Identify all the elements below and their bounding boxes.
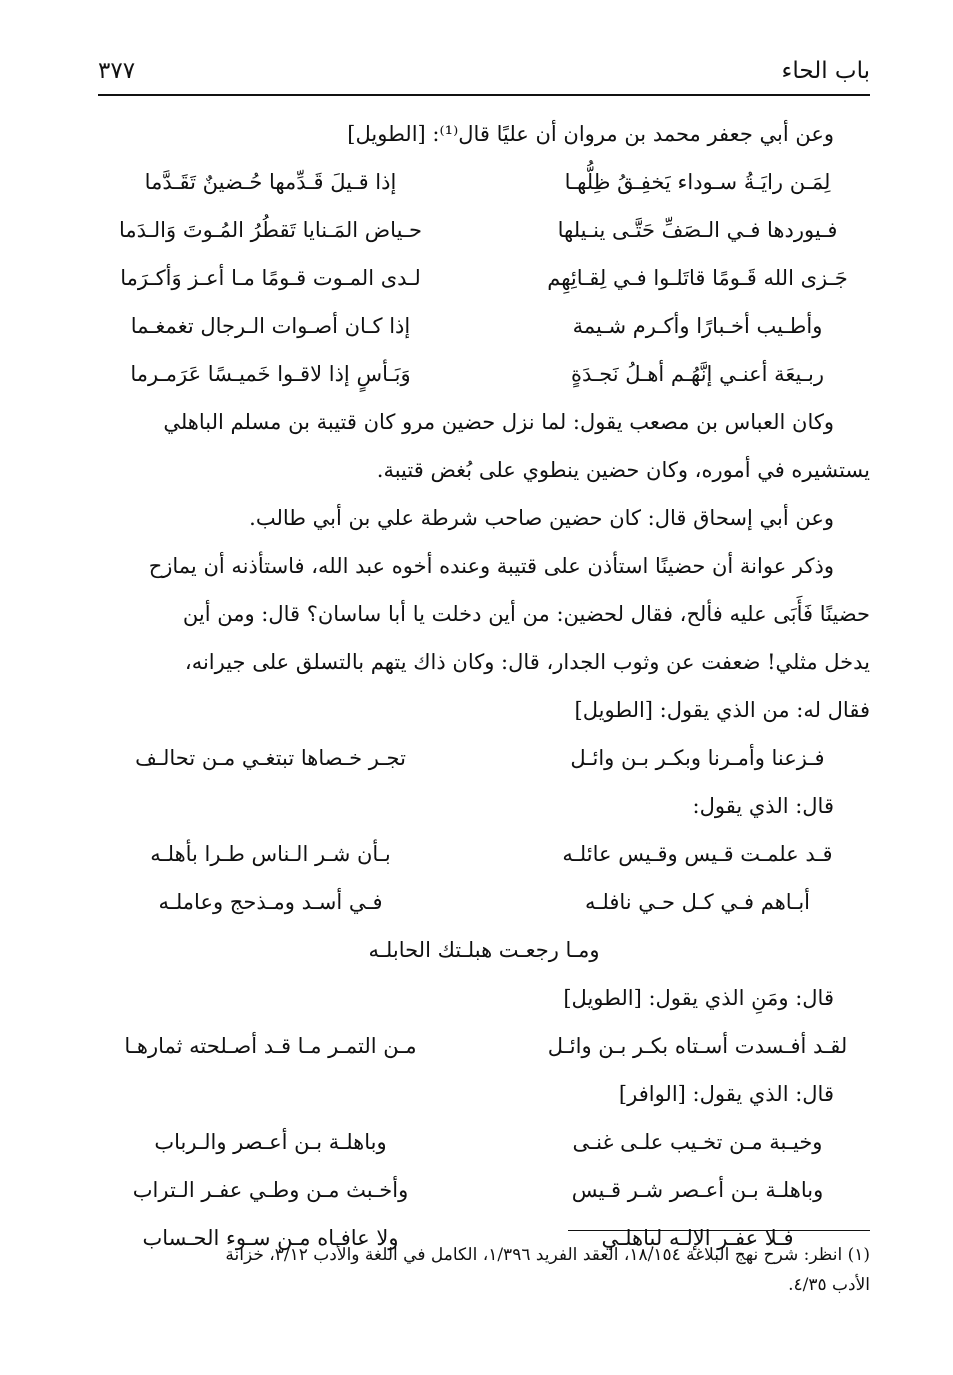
- verse-line: [98, 254, 870, 302]
- verse-second-hemistich: بـأن شـر الـناس طـرا بأهلـه: [150, 842, 391, 866]
- prose-line: يستشيره في أموره، وكان حضين ينطوي على بُغض قتيبة.: [376, 458, 870, 482]
- prose-line: وعن أبي جعفر محمد بن مروان أن عليًا قال⁽¹⁾: [الطويل]: [347, 122, 834, 146]
- prose-line: فقال له: من الذي يقول: [الطويل]: [574, 698, 870, 722]
- verse-first-hemistich: وخيـبة مـن تخـيب علـى غنـى: [572, 1130, 823, 1154]
- verse-second-hemistich: فـي أسـد ومـذحج وعاملـه: [158, 890, 383, 914]
- page-body: [98, 110, 870, 1262]
- verse-line: [98, 158, 870, 206]
- verse-first-hemistich: فـلا عفـر الإلـه لباهلـي: [601, 1226, 794, 1250]
- verse-second-hemistich: إذا كـان أصـوات الـرجال تغمغـما: [130, 314, 411, 338]
- footnote-line: الأدب ٤/٣٥.: [788, 1275, 870, 1295]
- verse-first-hemistich: قـد علمـت قـيس وقـيس عائلـه: [562, 842, 833, 866]
- verse-line: [98, 878, 870, 926]
- prose-line: قال: الذي يقول: [الوافر]: [618, 1082, 834, 1106]
- verse-first-hemistich: فـيوردها فـي الـصَفِّ حَتَّـى ينـيلها: [557, 218, 838, 242]
- verse-line: [98, 830, 870, 878]
- footnote-line: (١) انظر: شرح نهج البلاغة ١٨/١٥٤، العقد الفريد ١/٣٩٦، الكامل في اللغة والأدب ٣/١٢، خزانة: [225, 1245, 870, 1265]
- verse-first-hemistich: وباهلـة بـن أعـصر شـر قـيس: [571, 1178, 824, 1202]
- verse-second-hemistich: وباهلـة بـن أعـصر والـرباب: [154, 1130, 387, 1154]
- footnote: [98, 1240, 870, 1300]
- header-rule: [98, 94, 870, 96]
- prose-line: حضينًا فَأَبَى عليه فألح، فقال لحضين: من أين دخلت يا أبا ساسان؟ قال: ومن أين: [182, 602, 870, 626]
- prose-line: يدخل مثلي! ضعفت عن وثوب الجدار، قال: وكان ذاك يتهم بالتسلق على جيرانه،: [184, 650, 870, 674]
- footnote-separator: [568, 1230, 870, 1231]
- page-number: ٣٧٧: [98, 58, 136, 84]
- verse-line: [98, 1022, 870, 1070]
- verse-first-hemistich: أبـاهم فـي كـل حـي نافلـه: [584, 890, 810, 914]
- verse-second-hemistich: تجـر خـصاها تبتغـي مـن تحالـف: [135, 746, 406, 770]
- verse-line: [98, 350, 870, 398]
- verse-first-hemistich: لِمَـن رايَـةُ سـوداء يَخفِـقُ ظِلُّهـا: [564, 170, 831, 194]
- verse-line: [98, 734, 870, 782]
- verse-second-hemistich: حـياض المَـنايا تَقطُرُ المُـوتَ وَالـدَما: [118, 218, 423, 242]
- prose-line: وذكر عوانة أن حضينًا استأذن على قتيبة وعنده أخوه عبد الله، فاستأذنه أن يمازح: [148, 554, 834, 578]
- page-header: [98, 52, 870, 94]
- verse-line: [98, 206, 870, 254]
- verse-second-hemistich: إذا قـيلَ قَـدِّمها حُـضينٌ تَقَـدَّما: [144, 170, 397, 194]
- verse-second-hemistich: وأخـبث مـن وطـي عفـر الـتراب: [132, 1178, 409, 1202]
- verse-second-hemistich: ولا عافـاه مـن سـوء الحـساب: [142, 1226, 399, 1250]
- verse-first-hemistich: ربـيعَة أعنـي إنَّهُـم أهـلُ نَجـدَةٍ: [571, 362, 824, 386]
- verse-second-hemistich: مـن التمـر مـا قـد أصـلحته ثمارهـا: [124, 1034, 417, 1058]
- verse-first-hemistich: لقـد أفـسدت أسـتاه بكـر بـن وائـل: [547, 1034, 848, 1058]
- verse-first-hemistich: فـزعنا وأمـرنا وبكـر بـن وائـل: [570, 746, 825, 770]
- prose-line: قال: الذي يقول:: [692, 794, 834, 818]
- book-page: [98, 0, 870, 1375]
- verse-second-hemistich: وَبَـأسٍ إذا لاقـوا خَميـسًا عَرَمـرما: [130, 362, 411, 386]
- chapter-title: باب الحاء: [781, 58, 870, 84]
- verse-line: [98, 1118, 870, 1166]
- verse-second-hemistich: لـدى المـوت قـومًا مـا أعـز وَأكـرَما: [120, 266, 421, 290]
- centered-verse-line: ومـا رجعـت هبلـتك الحابلـه: [368, 938, 600, 962]
- verse-line: [98, 302, 870, 350]
- verse-line: [98, 1166, 870, 1214]
- prose-line: وعن أبي إسحاق قال: كان حضين صاحب شرطة علي بن أبي طالب.: [249, 506, 834, 530]
- prose-line: قال: ومَنِ الذي يقول: [الطويل]: [563, 986, 834, 1010]
- verse-first-hemistich: وأطـيب أخـبارًا وأكـرم شـيمة: [572, 314, 823, 338]
- prose-line: وكان العباس بن مصعب يقول: لما نزل حضين مرو كان قتيبة بن مسلم الباهلي: [163, 410, 834, 434]
- verse-first-hemistich: جَـزى الله قَـومًا قاتَلـوا فـي لِقـائِهِم: [547, 266, 848, 290]
